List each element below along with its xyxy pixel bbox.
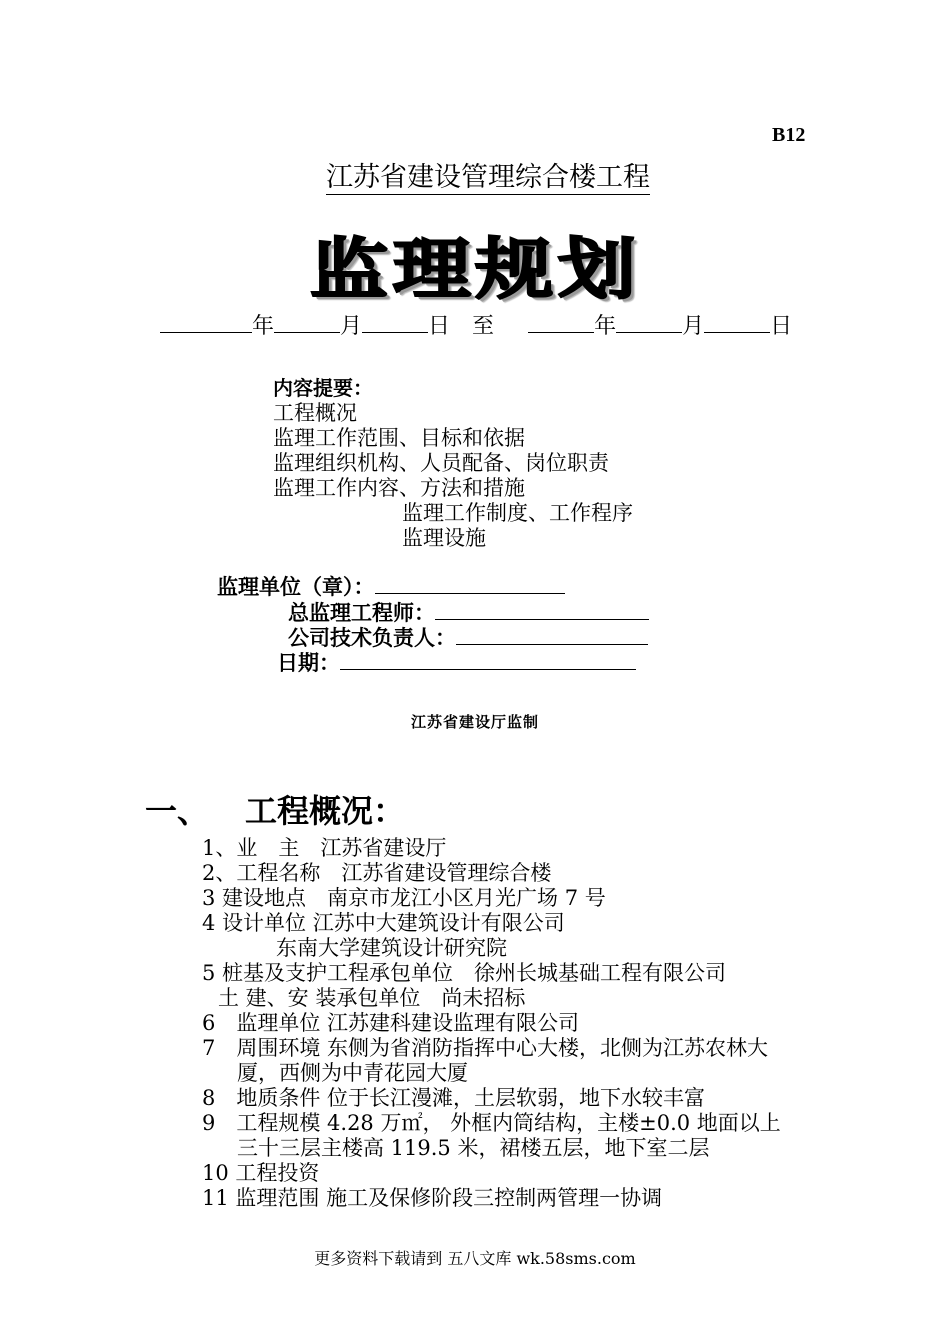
date-field[interactable] (340, 647, 636, 670)
chief-engineer-label: 总监理工程师： (288, 601, 435, 625)
tech-lead-field[interactable] (456, 622, 648, 645)
overview-item: 5 桩基及支护工程承包单位 徐州长城基础工程有限公司 (202, 961, 727, 985)
footer-link[interactable]: 更多资料下载请到 五八文库 wk.58sms.com (314, 1249, 636, 1268)
date-label: 日期： (277, 651, 340, 675)
date-row (277, 647, 636, 677)
day-end-blank[interactable] (704, 310, 770, 333)
month-end-blank[interactable] (616, 310, 682, 333)
tech-lead-label: 公司技术负责人： (288, 626, 456, 650)
month-label: 月 (340, 314, 363, 339)
issuer-label: 江苏省建设厅监制 (410, 713, 539, 731)
summary-item: 监理工作制度、工作程序 (402, 501, 633, 525)
summary-heading: 内容提要： (273, 376, 373, 400)
summary-item: 监理工作范围、目标和依据 (273, 426, 525, 450)
section-number: 一、 (145, 792, 210, 830)
summary-item: 工程概况 (273, 401, 357, 425)
overview-item: 厦，西侧为中青花园大厦 (237, 1061, 468, 1085)
day-start-blank[interactable] (362, 310, 428, 333)
overview-item: 2、工程名称 江苏省建设管理综合楼 (202, 861, 552, 885)
year-label: 年 (252, 314, 275, 339)
overview-item: 10 工程投资 (202, 1161, 320, 1185)
overview-item: 7 周围环境 东侧为省消防指挥中心大楼，北侧为江苏农林大 (202, 1036, 769, 1060)
overview-item: 8 地质条件 位于长江漫滩，土层软弱，地下水较丰富 (202, 1086, 706, 1110)
overview-item: 土 建、安 装承包单位 尚未招标 (218, 986, 526, 1010)
year-end-blank[interactable] (528, 310, 594, 333)
date-range-line (160, 309, 792, 340)
overview-item: 9 工程规模 4.28 万㎡， 外框内筒结构，主楼±0.0 地面以上 (202, 1111, 781, 1135)
to-label: 至 (472, 314, 495, 339)
section-heading (145, 786, 405, 832)
month-start-blank[interactable] (274, 310, 340, 333)
month-label: 月 (682, 314, 705, 339)
supervision-unit-label: 监理单位（章）： (217, 575, 375, 599)
overview-item: 三十三层主楼高 119.5 米，裙楼五层，地下室二层 (237, 1136, 710, 1160)
year-start-blank[interactable] (160, 310, 252, 333)
summary-item: 监理设施 (402, 526, 486, 550)
summary-item: 监理组织机构、人员配备、岗位职责 (273, 451, 609, 475)
overview-item: 6 监理单位 江苏建科建设监理有限公司 (202, 1011, 580, 1035)
overview-item: 1、业 主 江苏省建设厅 (202, 836, 447, 860)
supervision-unit-field[interactable] (375, 571, 565, 594)
year-label: 年 (594, 314, 617, 339)
summary-item: 监理工作内容、方法和措施 (273, 476, 525, 500)
section-title: 工程概况： (245, 792, 406, 830)
overview-item: 11 监理范围 施工及保修阶段三控制两管理一协调 (202, 1186, 663, 1210)
day-label: 日 (770, 314, 793, 339)
overview-item: 4 设计单位 江苏中大建筑设计有限公司 (202, 911, 565, 935)
main-title: 监理规划 (310, 231, 641, 308)
overview-item: 3 建设地点 南京市龙江小区月光广场 7 号 (202, 886, 606, 910)
overview-item: 东南大学建筑设计研究院 (276, 936, 507, 960)
document-code: B12 (772, 124, 806, 146)
project-title: 江苏省建设管理综合楼工程 (326, 162, 650, 193)
day-label: 日 (428, 314, 451, 339)
chief-engineer-field[interactable] (435, 597, 649, 620)
